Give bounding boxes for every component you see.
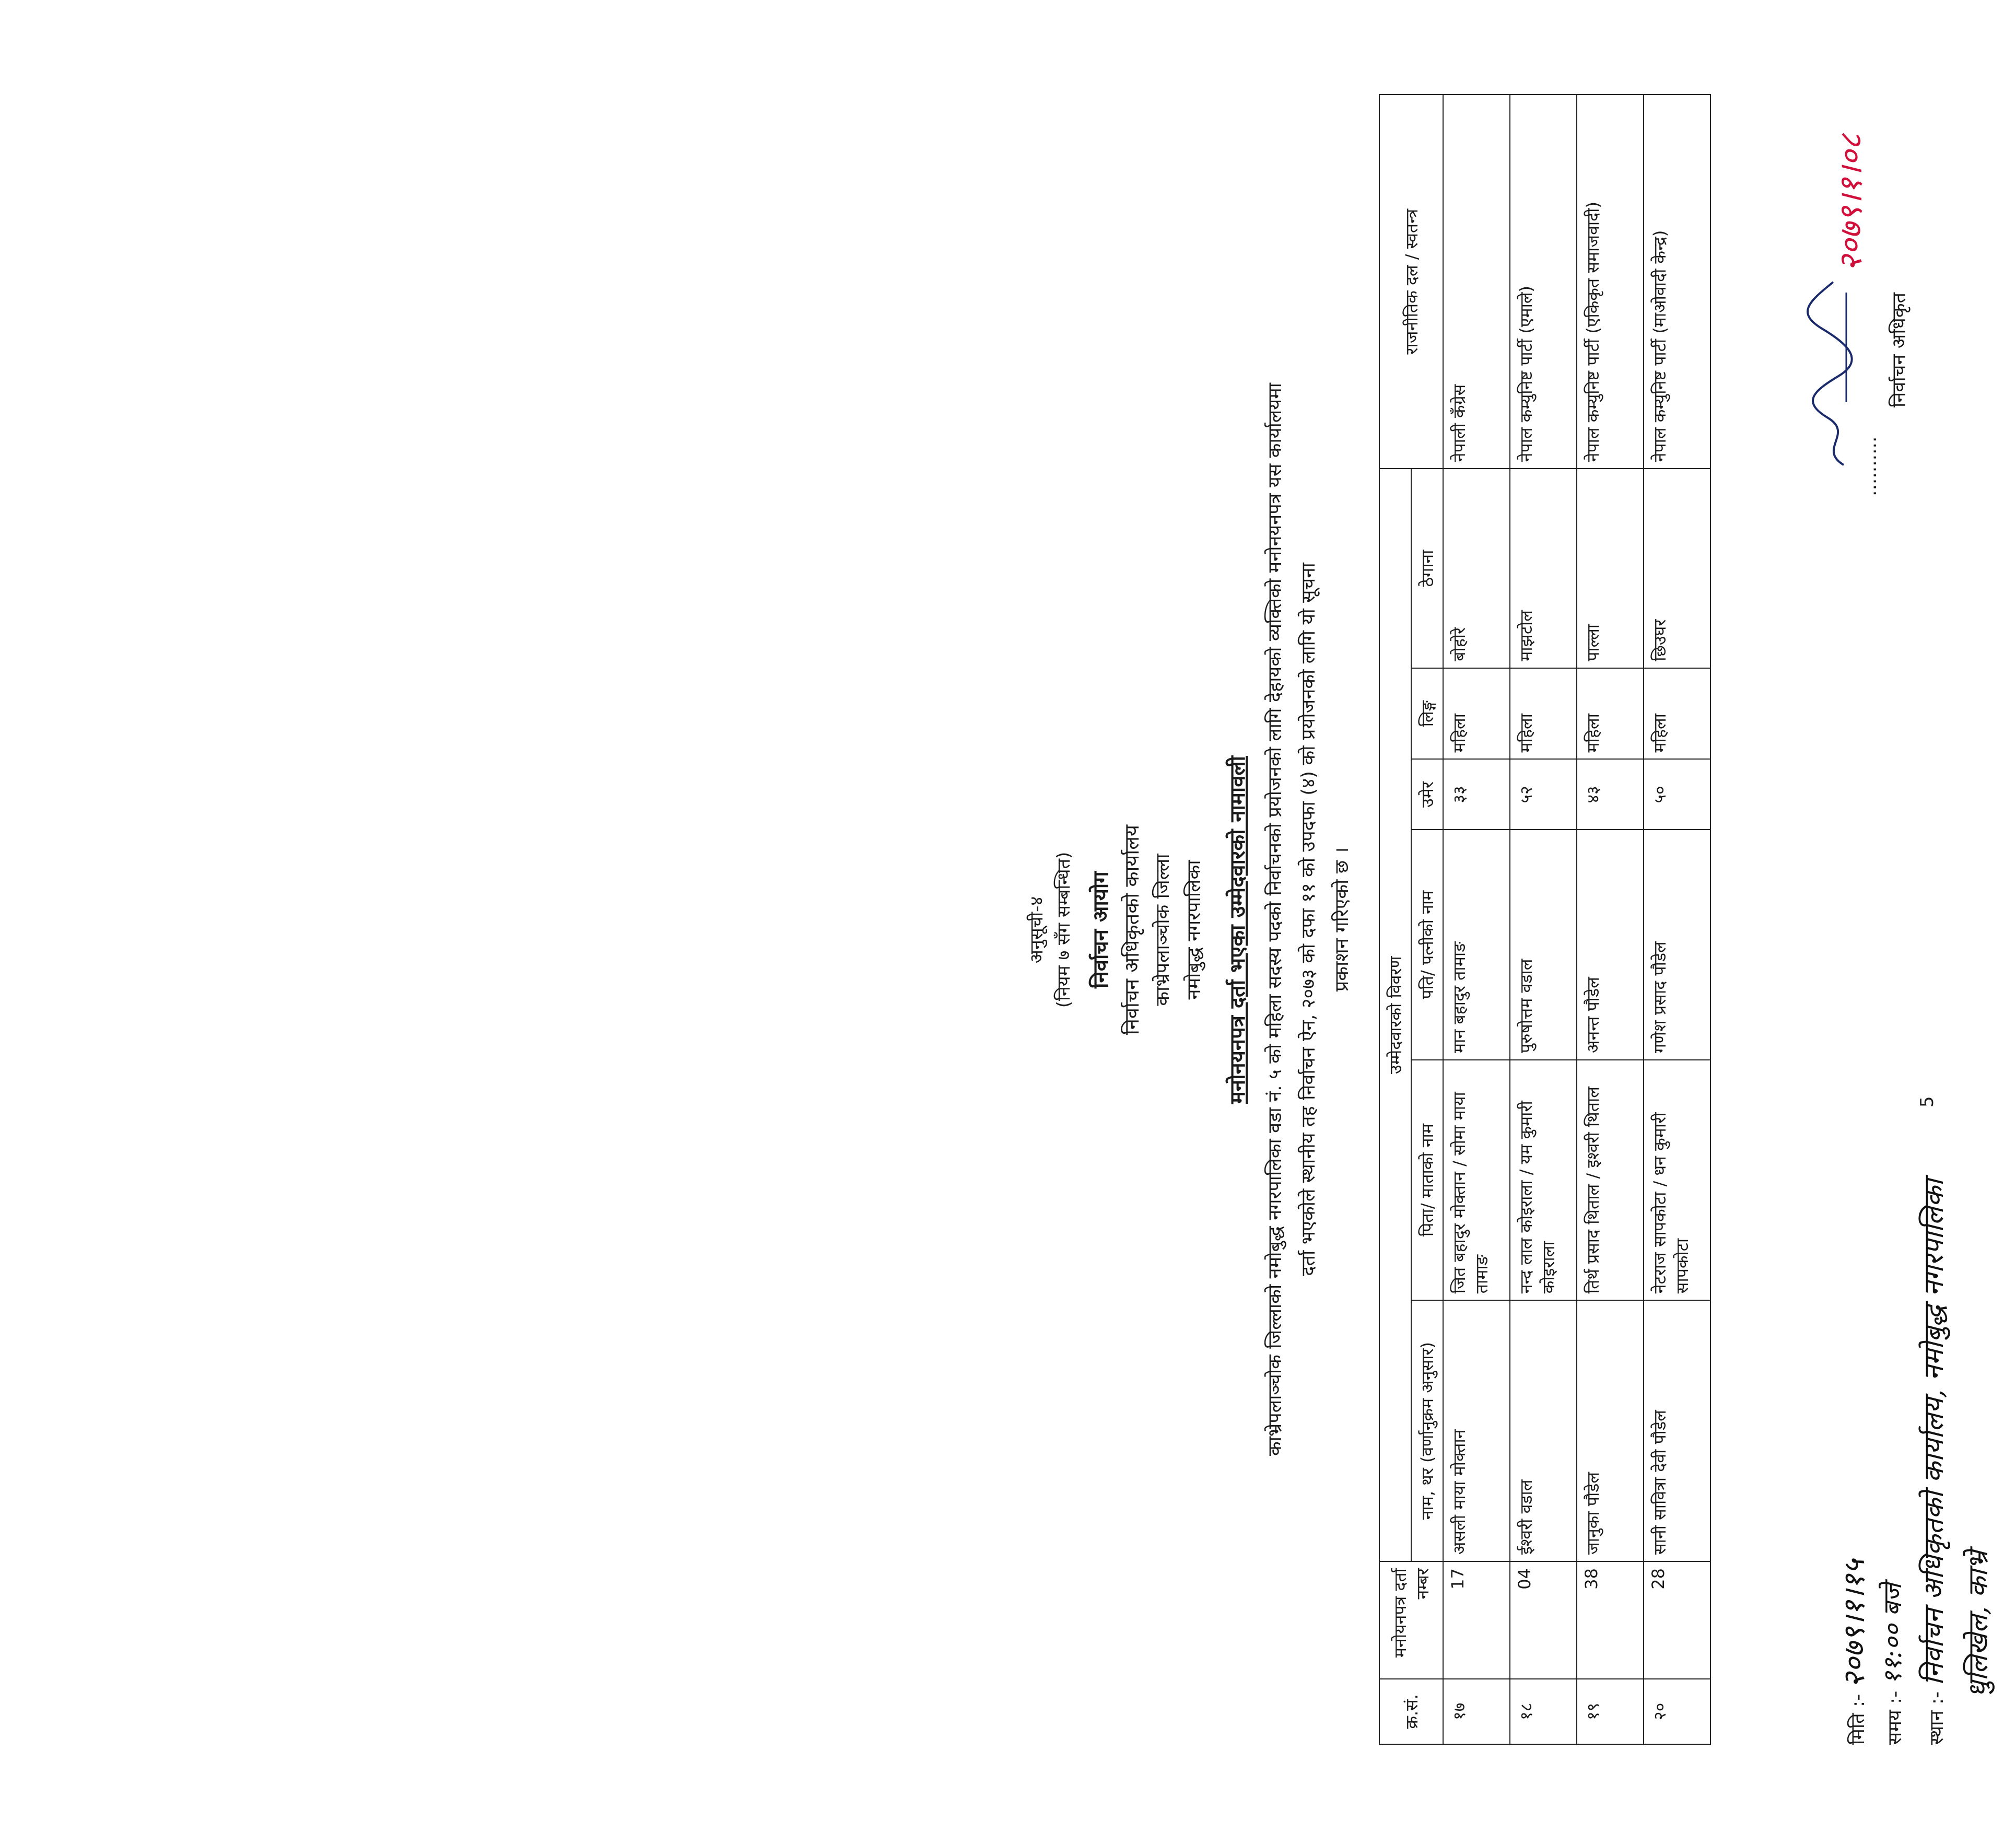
table-row [1443, 95, 1510, 1744]
cell-name: सानी सावित्रा देवी पौडेल [1644, 1300, 1710, 1561]
signature-date: २०७९।१।०८ [1833, 134, 1869, 272]
rotated-document [1024, 94, 2016, 1766]
candidate-table [1379, 94, 1711, 1745]
cell-spouse: गणेश प्रसाद पौडेल [1644, 830, 1710, 1060]
cell-party: नेपाल कम्युनिष्ट पार्टी (एकिकृत समाजवादी) [1577, 95, 1644, 469]
paragraph-line-1: काभ्रेपलाञ्चोक जिल्लाको नमोबुद्ध नगरपालिका वडा नं. ५ को महिला सदस्य पदको निर्वाचनको प्रयोजनको लागि देहायको व्यक्तिको मनोनयनपत्र यस कार्यालयमा [1264, 382, 1286, 1456]
header-sn: क्र.सं. [1379, 1679, 1443, 1744]
cell-address: बोहोरे [1443, 469, 1510, 668]
time-value: ११:०० बजे [1878, 1583, 1907, 1685]
cell-sn: १७ [1443, 1679, 1510, 1744]
cell-gender: महिला [1443, 668, 1510, 760]
cell-parents: नन्द लाल कोइराला / यम कुमारी कोइराला [1510, 1060, 1577, 1300]
municipality-name: नमोबुद्ध नगरपालिका [1183, 860, 1205, 1000]
header-age: उमेर [1411, 759, 1443, 830]
cell-address: पाल्ला [1577, 469, 1644, 668]
signature [1797, 261, 1859, 481]
cell-address: माझटोल [1510, 469, 1577, 668]
header-address: ठेगाना [1411, 469, 1443, 668]
district-name: काभ्रेपलाञ्चोक जिल्ला [1152, 854, 1174, 1006]
cell-parents: तिर्थ प्रसाद थिताल / इश्वरी थिताल [1577, 1060, 1644, 1300]
table-row [1644, 95, 1710, 1744]
cell-spouse: पुरुषोत्तम वडाल [1510, 830, 1577, 1060]
header-party: राजनीतिक दल / स्वतन्त्र [1379, 95, 1443, 469]
cell-spouse: मान बहादुर तामाङ [1443, 830, 1510, 1060]
signature-scribble-icon [1797, 261, 1859, 481]
date-value: २०७९।१।१५ [1837, 1559, 1871, 1688]
cell-party: नेपाली कँग्रेस [1443, 95, 1510, 469]
officer-title: निर्वाचन अधिकृत [1889, 292, 1910, 407]
cell-age: ३३ [1443, 759, 1510, 830]
time-label: समय :- [1884, 1690, 1906, 1745]
cell-spouse: अनन्त पौडेल [1577, 830, 1644, 1060]
cell-gender: महिला [1577, 668, 1644, 760]
cell-name: असली माया मोक्तान [1443, 1300, 1510, 1561]
signature-dots: .......... [1859, 436, 1881, 496]
header-spouse: पति/ पत्नीको नाम [1411, 830, 1443, 1060]
place-value: निर्वाचन अधिकृतको कार्यालय, नमोबुद्ध नगरपालिका [1918, 1179, 1950, 1686]
notice-paragraph [1259, 199, 1359, 1640]
place-line [1914, 1179, 1951, 1745]
page-title: मनोनयनपत्र दर्ता भएका उम्मेदवारको नामावली [1226, 756, 1250, 1104]
cell-address: छिउघर [1644, 469, 1710, 668]
cell-name: ईश्वरी वडाल [1510, 1300, 1577, 1561]
cell-reg-no: 04 [1510, 1561, 1577, 1679]
header-parents: पिता/ माताको नाम [1411, 1060, 1443, 1300]
schedule-label: अनुसूची-४ [1026, 896, 1047, 964]
cell-sn: २० [1644, 1679, 1710, 1744]
table-row [1510, 95, 1577, 1744]
cell-age: ४३ [1577, 759, 1644, 830]
page-number: 5 [1917, 1096, 1938, 1107]
cell-gender: महिला [1644, 668, 1710, 760]
paragraph-line-3: प्रकाशन गरिएको छ । [1331, 847, 1353, 992]
cell-reg-no: 28 [1644, 1561, 1710, 1679]
commission-name: निर्वाचन आयोग [1089, 871, 1113, 988]
cell-party: नेपाल कम्युनिष्ट पार्टी (माओवादी केन्द्र) [1644, 95, 1710, 469]
table-row [1577, 95, 1644, 1744]
cell-sn: १९ [1577, 1679, 1644, 1744]
place-label: स्थान :- [1926, 1691, 1948, 1745]
office-name: निर्वाचन अधिकृतको कार्यालय [1120, 824, 1143, 1035]
cell-sn: १८ [1510, 1679, 1577, 1744]
rule-reference: (नियम ७ सँग सम्बन्धित) [1053, 851, 1074, 1008]
table-header-row [1379, 95, 1411, 1744]
cell-parents: जित बहादुर मोक्तान / सोमा माया तामाङ [1443, 1060, 1510, 1300]
header-name: नाम, थर (वर्णानुक्रम अनुसार) [1411, 1300, 1443, 1561]
cell-name: जानुका पौडेल [1577, 1300, 1644, 1561]
paragraph-line-2: दर्ता भएकोले स्थानीय तह निर्वाचन ऐन, २०७३ को दफा ११ को उपदफा (४) को प्रयोजनको लागि यो सूचना [1298, 563, 1319, 1276]
place-value-2: धुलिखेल, काभ्रे [1963, 1550, 1994, 1698]
time-line [1875, 1583, 1909, 1745]
cell-parents: नेटराज सापकोटा / धन कुमारी सापकोटा [1644, 1060, 1710, 1300]
date-line [1833, 1559, 1873, 1745]
cell-reg-no: 17 [1443, 1561, 1510, 1679]
cell-party: नेपाल कम्युनिष्ट पार्टी (एमाले) [1510, 95, 1577, 469]
header-gender: लिङ्ग [1411, 668, 1443, 760]
date-label: मिति :- [1847, 1694, 1869, 1745]
header-candidate-details: उम्मेदवारको विवरण [1379, 469, 1411, 1561]
cell-age: ५२ [1510, 759, 1577, 830]
cell-gender: महिला [1510, 668, 1577, 760]
cell-age: ५० [1644, 759, 1710, 830]
cell-reg-no: 38 [1577, 1561, 1644, 1679]
header-reg-no: मनोयनपत्र दर्ता नम्बर [1379, 1561, 1443, 1679]
